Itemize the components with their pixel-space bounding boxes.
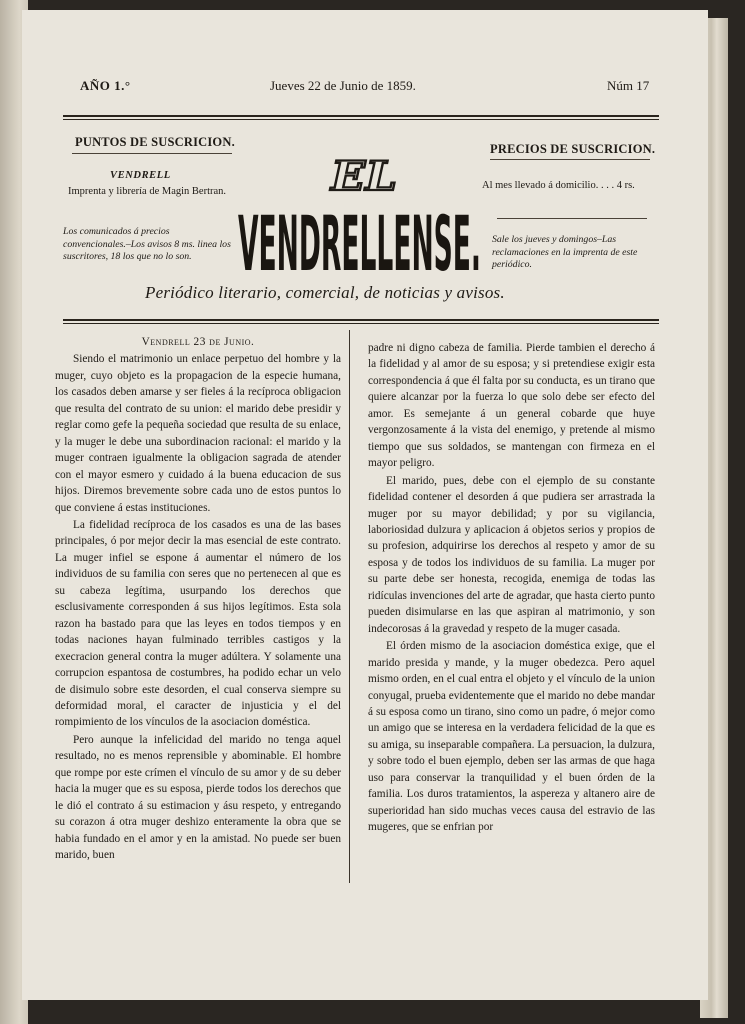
masthead-rule-thick (63, 319, 659, 321)
issue-year: AÑO 1.° (80, 78, 131, 93)
article-paragraph: padre ni digno cabeza de familia. Pierde tambien el derecho á la fidelidad y al amor de su esposa; y si pretendiese exigir esta correspondencia á que él falta por su conducta, es un tirano que quiere alcanzar por la fuerza lo que solo debe ser efecto del amor. Es semejante á un general cobarde que huye vergonzosamente á la vista del enemigo, y pretende al mismo tiempo que sus soldados, se mantengan con firmeza en el mayor peligro. (368, 342, 655, 470)
article-paragraph: La fidelidad recíproca de los casados es una de las bases principales, ó por mejor decir la mas esencial de este contrato. La muger infiel se espone á aumentar el número de los individuos de su familia con seres que no pertenecen al que es su cabeza legítima, usurpando los derechos que esclusivamente corresponden á sus hijos legítimos. Esta sola razon ha bastado para que las leyes en todos tiempos y en todas naciones hayan fulminado terribles castigos y la execracion general contra la muger adúltera. Y solamente una corrupcion espantosa de costumbres, ha podido echar un velo de disimulo sobre este desorden, el cual conserva siempre su deformidad moral, el caracter de injusticia y el del rompimiento de los vínculos de la asociacion doméstica. (55, 518, 341, 729)
salen-note: Sale los jueves y domingos–Las reclamaciones en la imprenta de este periódico. (492, 234, 638, 270)
column-divider (349, 330, 350, 883)
issue-date: Jueves 22 de Junio de 1859. (270, 78, 416, 93)
puntos-heading: PUNTOS DE SUSCRICION. (75, 135, 235, 149)
masthead-el (328, 152, 400, 198)
header-rule-thick (63, 115, 659, 117)
article-paragraph: Siendo el matrimonio un enlace perpetuo del hombre y la muger, cuyo objeto es la propagacion de la especie humana, los casados deben amarse y ser fieles á la recíproca obligacion que resulta del contrato de su union: el marido debe presidir y reglar como gefe la pequeña sociedad que resulta de su enlace, y la muger le debe una subordinacion racional: el marido y la muger contraen igualmente la obligacion sagrada de atender con el mayor esmero y cuidado á la buena educacion de sus hijos. Diremos brevemente sobre cada uno de estos puntos lo que conviene á estas instituciones. (55, 353, 341, 514)
article-dateline: Vendrell 23 de Junio. (141, 336, 255, 348)
article-paragraph: El marido, pues, debe con el ejemplo de su constante fidelidad contener el desorden á que pudiera ser arrastrada la muger por su mayor debilidad; y por su vigilancia, laboriosidad dulzura y aplicacion á objetos serios y propios de su profesion, adquirirse los derechos al respeto y amor de su esposa y de todos los individuos de su familia. La muger por su parte debe ser honesta, recogida, enemiga de todas las ridículas invenciones del arte de agradar, que hasta cierto punto pueden disimularse en las que aspiran al matrimonio, y son indecorosas á la gravedad y respeto de la muger casada. (368, 474, 655, 635)
puntos-city: VENDRELL (110, 170, 171, 181)
precios-underline (490, 159, 650, 160)
header-rule-thin (63, 119, 659, 120)
puntos-imprenta: Imprenta y librería de Magin Bertran. (68, 186, 227, 197)
comunicados-note: Los comunicados á precios convencionales.–Los avisos 8 ms. linea los suscritores, 18 los que no lo son. (63, 226, 231, 262)
header-row (80, 78, 655, 100)
puntos-underline (72, 153, 232, 154)
masthead-rule-thin (63, 323, 659, 324)
precios-heading: PRECIOS DE SUSCRICION. (490, 142, 656, 156)
masthead-el-text: EL (329, 153, 397, 198)
issue-number: Núm 17 (607, 78, 650, 93)
precios-divider (497, 218, 647, 219)
article-paragraph: Pero aunque la infelicidad del marido no tenga aquel resultado, no es menos reprensible y abominable. El hombre que rompe por este crímen el vínculo de su amor y de su deber hacia la muger que es su esposa, pierde todos los derechos que le dió el contrato á su estimacion y ásu respeto, y entregando su corazon á otra muger deshizo enteramente la obra que se habia fundado en el amor y en la amistad. No puede ser buen marido, buen (55, 733, 341, 862)
article-column-right (368, 340, 655, 836)
article-paragraph: El órden mismo de la asociacion doméstica exige, que el marido presida y mande, y la muger obedezca. Pero aquel mismo orden, en el cual entra el objeto y el vínculo de la union conyugal, prueba evidentemente que el marido no debe mandar á su esposa como un tirano, sino como un padre, ó mejor como un amigo que se interesa en la verdadera felicidad de la que es su amiga, su inseparable compañera. La persuacion, la dulzura, y sobre todo el buen ejemplo, deben ser las armas de que haga uso para conservar la tranquilidad y el buen órden de la familia. Los duros tratamientos, la aspereza y altanero aire de superioridad han sido muchas veces causa del estravio de las mugeres, que se enfrian por (368, 640, 655, 834)
masthead-title-text: VENDRELLENSE. (238, 206, 481, 274)
masthead-title (238, 206, 483, 274)
article-column-left (55, 334, 341, 864)
precios-al-mes: Al mes llevado á domicilio. . . . 4 rs. (482, 180, 635, 191)
masthead-subtitle: Periódico literario, comercial, de noticias y avisos. (145, 283, 505, 302)
